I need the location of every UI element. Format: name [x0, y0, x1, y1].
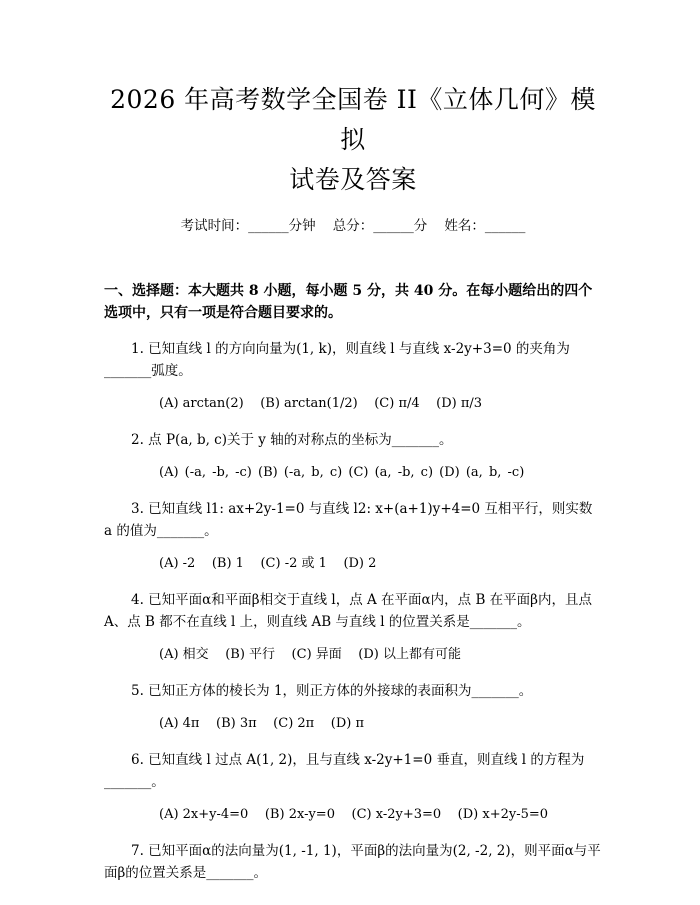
question-6: 6. 已知直线 l 过点 A(1, 2)，且与直线 x-2y+1=0 垂直，则直线 l 的方程为_______。	[104, 752, 585, 790]
exam-info-line: 考试时间：______分钟 总分：______分 姓名：______	[180, 218, 526, 234]
section-heading: 一、选择题：本大题共 8 小题，每小题 5 分，共 40 分。在每小题给出的四个选项中，只有一项是符合题目要求的。	[104, 283, 593, 321]
exam-title	[104, 0, 602, 200]
question-1: 1. 已知直线 l 的方向向量为(1, k)，则直线 l 与直线 x-2y+3=0 的夹角为_______弧度。	[104, 341, 570, 379]
question-5-options: (A) 4π (B) 3π (C) 2π (D) π	[159, 716, 364, 731]
title-line-2: 试卷及答案	[289, 165, 417, 194]
question-3-options: (A) -2 (B) 1 (C) -2 或 1 (D) 2	[159, 556, 377, 571]
question-4: 4. 已知平面α和平面β相交于直线 l，点 A 在平面α内，点 B 在平面β内，且点 A、点 B 都不在直线 l 上，则直线 AB 与直线 l 的位置关系是_______。	[104, 592, 592, 630]
question-2-options: (A) (-a, -b, -c) (B) (-a, b, c) (C) (a, -b, c) (D) (a, b, -c)	[159, 465, 525, 480]
question-4-options: (A) 相交 (B) 平行 (C) 异面 (D) 以上都有可能	[159, 647, 462, 662]
title-line-1: 2026 年高考数学全国卷 II《立体几何》模拟	[110, 85, 596, 154]
question-1-options: (A) arctan(2) (B) arctan(1/2) (C) π/4 (D) π/3	[159, 396, 483, 411]
question-3: 3. 已知直线 l1: ax+2y-1=0 与直线 l2: x+(a+1)y+4=0 互相平行，则实数 a 的值为_______。	[104, 501, 593, 539]
question-7: 7. 已知平面α的法向量为(1, -1, 1)，平面β的法向量为(2, -2, 2)，则平面α与平面β的位置关系是_______。	[104, 843, 601, 881]
question-5: 5. 已知正方体的棱长为 1，则正方体的外接球的表面积为_______。	[131, 683, 533, 699]
question-2: 2. 点 P(a, b, c)关于 y 轴的对称点的坐标为_______。	[131, 432, 453, 448]
question-6-options: (A) 2x+y-4=0 (B) 2x-y=0 (C) x-2y+3=0 (D) x+2y-5=0	[159, 807, 549, 822]
